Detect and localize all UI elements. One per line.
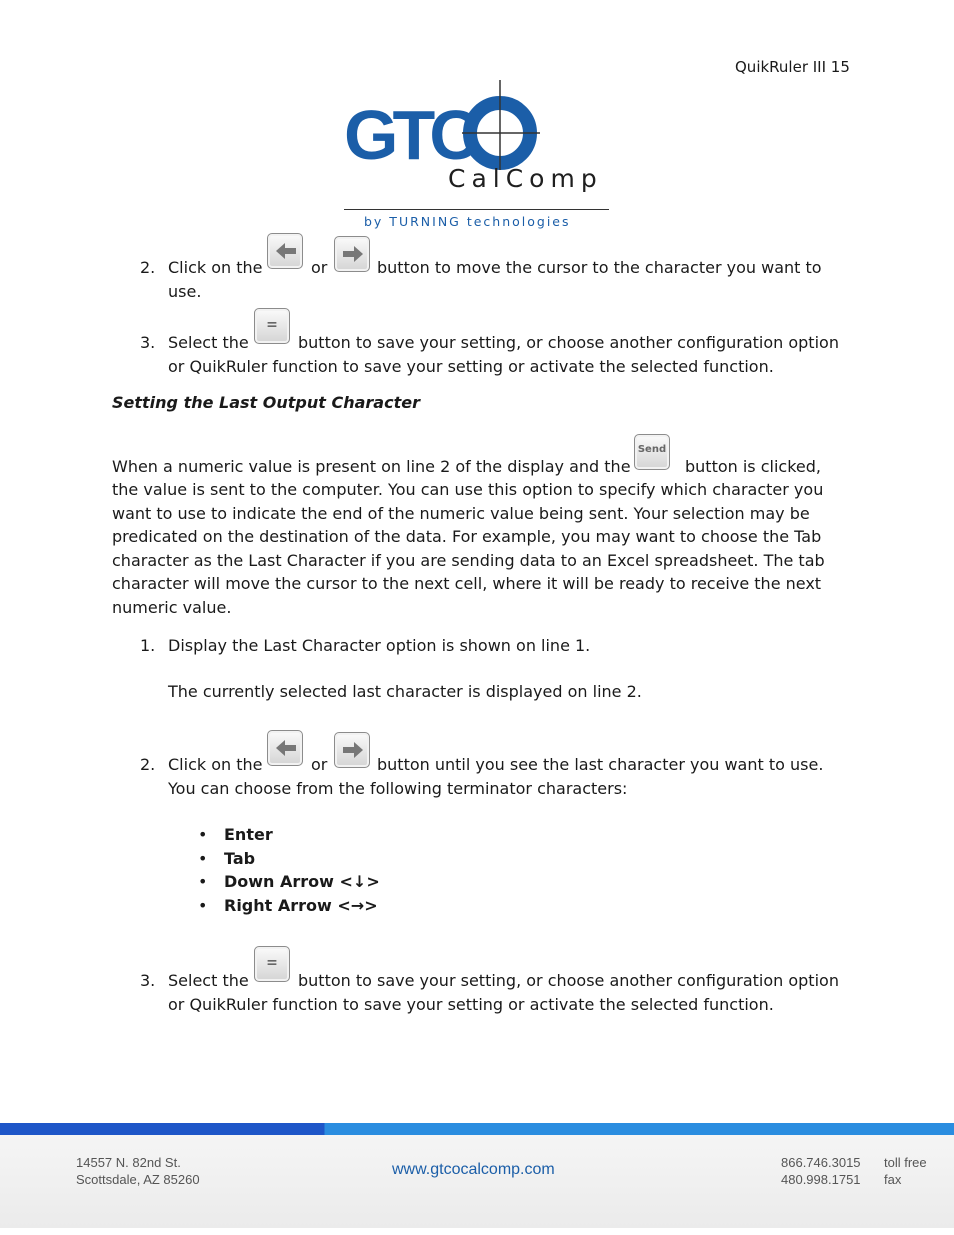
step-text: button until you see the last character you want to use. xyxy=(377,755,824,774)
step-number: 3. xyxy=(140,333,156,352)
phone-number: 480.998.1751 xyxy=(781,1172,861,1187)
address-line: Scottsdale, AZ 85260 xyxy=(76,1172,200,1187)
step-number: 1. xyxy=(140,636,156,655)
step-number: 2. xyxy=(140,755,156,774)
paragraph-line: want to use to indicate the end of the numeric value being sent. Your selection may be xyxy=(112,503,810,523)
left-arrow-button xyxy=(267,730,303,766)
page-header-label: QuikRuler III 15 xyxy=(735,58,850,76)
send-icon: Send xyxy=(637,444,667,455)
step-text: or QuikRuler function to save your setting or activate the selected function. xyxy=(168,357,774,376)
left-arrow-icon xyxy=(274,240,298,262)
left-arrow-icon xyxy=(274,737,298,759)
equals-button xyxy=(254,308,290,344)
paragraph-line: numeric value. xyxy=(112,597,232,617)
paragraph-body xyxy=(112,478,825,619)
gtco-calcomp-logo xyxy=(344,78,614,233)
equals-button xyxy=(254,946,290,982)
footer-phones xyxy=(781,1154,861,1188)
footer-phone-labels xyxy=(884,1154,927,1188)
step-subtext: The currently selected last character is displayed on line 2. xyxy=(168,682,642,701)
logo-gtc-text: GTC xyxy=(344,96,474,174)
paragraph-text: When a numeric value is present on line 2 of the display and the xyxy=(112,457,631,476)
step-text: Select the xyxy=(168,333,249,352)
list-item: • Tab xyxy=(198,847,380,871)
equals-icon: = xyxy=(266,317,278,333)
paragraph-line: the value is sent to the computer. You can use this option to specify which character you xyxy=(112,480,824,499)
step-text: You can choose from the following terminator characters: xyxy=(168,779,628,798)
step-text: or xyxy=(311,755,328,774)
paragraph-text: button is clicked, xyxy=(685,457,821,476)
step-text: Display the Last Character option is shown on line 1. xyxy=(168,636,591,655)
terminator-list xyxy=(198,823,380,917)
section-heading: Setting the Last Output Character xyxy=(112,393,420,412)
paragraph-line: character as the Last Character if you are sending data to an Excel spreadsheet. The tab xyxy=(112,550,825,570)
right-arrow-button xyxy=(334,732,370,768)
step-text: Click on the xyxy=(168,258,263,277)
footer-website-link[interactable]: www.gtcocalcomp.com xyxy=(392,1161,555,1178)
step-text: button to save your setting, or choose another configuration option xyxy=(298,971,839,990)
step-text: use. xyxy=(168,282,202,301)
step-number: 3. xyxy=(140,971,156,990)
phone-number: 866.746.3015 xyxy=(781,1155,861,1170)
logo-byline: by TURNING technologies xyxy=(364,214,571,229)
step-text: or xyxy=(311,258,328,277)
equals-icon: = xyxy=(266,955,278,971)
logo-calcomp-text: CalComp xyxy=(448,164,603,193)
phone-label: toll free xyxy=(884,1155,927,1170)
phone-label: fax xyxy=(884,1172,902,1187)
step-number: 2. xyxy=(140,258,156,277)
step-text: or QuikRuler function to save your setting or activate the selected function. xyxy=(168,995,774,1014)
footer-color-bar xyxy=(0,1123,954,1135)
right-arrow-button xyxy=(334,236,370,272)
step-text: Click on the xyxy=(168,755,263,774)
right-arrow-icon xyxy=(341,739,365,761)
footer-address xyxy=(76,1154,200,1188)
logo-crosshair-icon xyxy=(462,78,542,173)
logo-divider xyxy=(344,209,609,210)
paragraph-line: predicated on the destination of the data. For example, you may want to choose the Tab xyxy=(112,527,822,546)
paragraph-line: character will move the cursor to the next cell, where it will be ready to receive the next xyxy=(112,574,822,593)
step-text: button to save your setting, or choose another configuration option xyxy=(298,333,839,352)
step-text: button to move the cursor to the character you want to xyxy=(377,258,822,277)
list-item: • Right Arrow <→> xyxy=(198,894,380,918)
step-text: Select the xyxy=(168,971,249,990)
send-button xyxy=(634,434,670,470)
list-item: • Down Arrow <↓> xyxy=(198,870,380,894)
left-arrow-button xyxy=(267,233,303,269)
address-line: 14557 N. 82nd St. xyxy=(76,1155,181,1170)
list-item: • Enter xyxy=(198,823,380,847)
right-arrow-icon xyxy=(341,243,365,265)
